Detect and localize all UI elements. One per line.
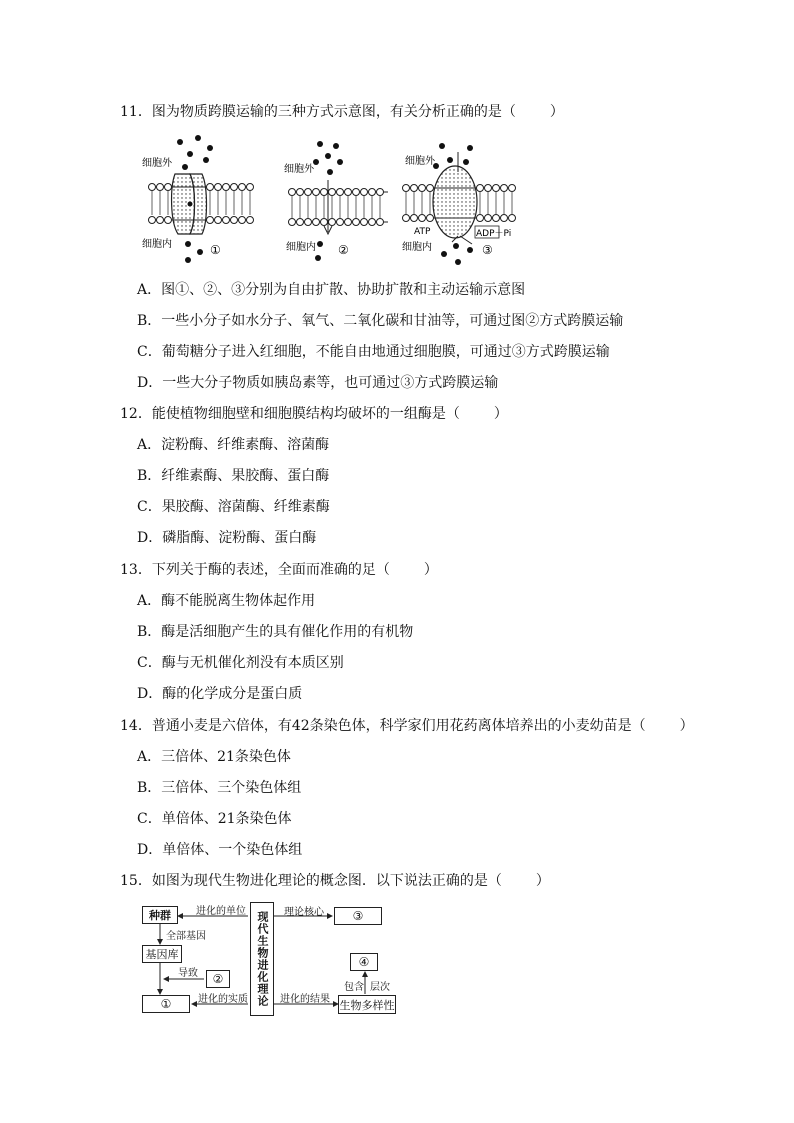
label-allgenes: 全部基因: [166, 931, 206, 942]
svg-text:细胞内: 细胞内: [402, 242, 432, 253]
membrane-transport-figure: [140, 132, 520, 272]
q14-option-d[interactable]: D．单倍体、一个染色体组: [137, 842, 303, 858]
label-result: 进化的结果: [280, 994, 330, 1005]
label-essence: 进化的实质: [198, 994, 248, 1005]
svg-text:②: ②: [338, 243, 349, 257]
svg-text:细胞内: 细胞内: [286, 242, 316, 253]
q12-option-b[interactable]: B．纤维素酶、果胶酶、蛋白酶: [137, 468, 330, 484]
svg-text:细胞外: 细胞外: [142, 158, 172, 169]
svg-text:③: ③: [482, 243, 493, 257]
q13-stem: 13．下列关于酶的表述，全面而准确的足（ ）: [120, 562, 438, 578]
q11-option-c[interactable]: C．葡萄糖分子进入红细胞，不能自由地通过细胞膜，可通过③方式跨膜运输: [137, 344, 610, 360]
q13-option-d[interactable]: D．酶的化学成分是蛋白质: [137, 686, 303, 702]
q11-stem: 11．图为物质跨膜运输的三种方式示意图，有关分析正确的是（ ）: [120, 104, 564, 120]
svg-text:细胞外: 细胞外: [405, 156, 435, 167]
q13-option-c[interactable]: C．酶与无机催化剂没有本质区别: [137, 655, 344, 671]
q12-option-d[interactable]: D．磷脂酶、淀粉酶、蛋白酶: [137, 530, 317, 546]
q13-option-a[interactable]: A．酶不能脱离生物体起作用: [137, 593, 316, 609]
membrane-3: [402, 143, 516, 265]
svg-text:ADP＋Pi: ADP＋Pi: [476, 229, 512, 239]
box-theory: 现代生物进化理论: [250, 902, 274, 1016]
label-core: 理论核心: [284, 907, 324, 918]
q12-option-a[interactable]: A．淀粉酶、纤维素酶、溶菌酶: [137, 437, 330, 453]
q14-stem: 14．普通小麦是六倍体，有42条染色体，科学家们用花药离体培养出的小麦幼苗是（ ）: [120, 718, 694, 734]
svg-text:细胞外: 细胞外: [284, 164, 314, 175]
box-population: 种群: [142, 906, 178, 924]
membrane-2: [284, 141, 388, 261]
q11-option-b[interactable]: B．一些小分子如水分子、氧气、二氧化碳和甘油等，可通过图②方式跨膜运输: [137, 313, 624, 329]
q14-option-b[interactable]: B．三倍体、三个染色体组: [137, 780, 302, 796]
q12-option-c[interactable]: C．果胶酶、溶菌酶、纤维素酶: [137, 499, 330, 515]
q15-stem: 15．如图为现代生物进化理论的概念图．以下说法正确的是（ ）: [120, 873, 550, 889]
q14-option-a[interactable]: A．三倍体、21条染色体: [137, 749, 291, 765]
q11-option-a[interactable]: A．图①、②、③分别为自由扩散、协助扩散和主动运输示意图: [137, 282, 526, 298]
box-3: ③: [334, 907, 382, 925]
label-contains: 包含: [344, 982, 364, 993]
q14-option-c[interactable]: C．单倍体、21条染色体: [137, 811, 292, 827]
svg-text:ATP: ATP: [414, 227, 431, 237]
q11-option-d[interactable]: D．一些大分子物质如胰岛素等，也可通过③方式跨膜运输: [137, 375, 499, 391]
label-leadsto: 导致: [178, 968, 198, 979]
q12-stem: 12．能使植物细胞壁和细胞膜结构均破坏的一组酶是（ ）: [120, 406, 508, 422]
box-1: ①: [142, 995, 190, 1013]
box-4: ④: [350, 953, 378, 971]
box-genepool: 基因库: [142, 945, 182, 963]
box-diversity: 生物多样性: [338, 995, 396, 1014]
label-unit: 进化的单位: [196, 906, 246, 917]
evolution-concept-map: [140, 900, 400, 1020]
q13-option-b[interactable]: B．酶是活细胞产生的具有催化作用的有机物: [137, 624, 414, 640]
membrane-1: [142, 135, 254, 263]
box-2: ②: [206, 970, 230, 988]
label-levels: 层次: [370, 982, 390, 993]
svg-text:①: ①: [210, 243, 221, 257]
svg-text:细胞内: 细胞内: [142, 239, 172, 250]
